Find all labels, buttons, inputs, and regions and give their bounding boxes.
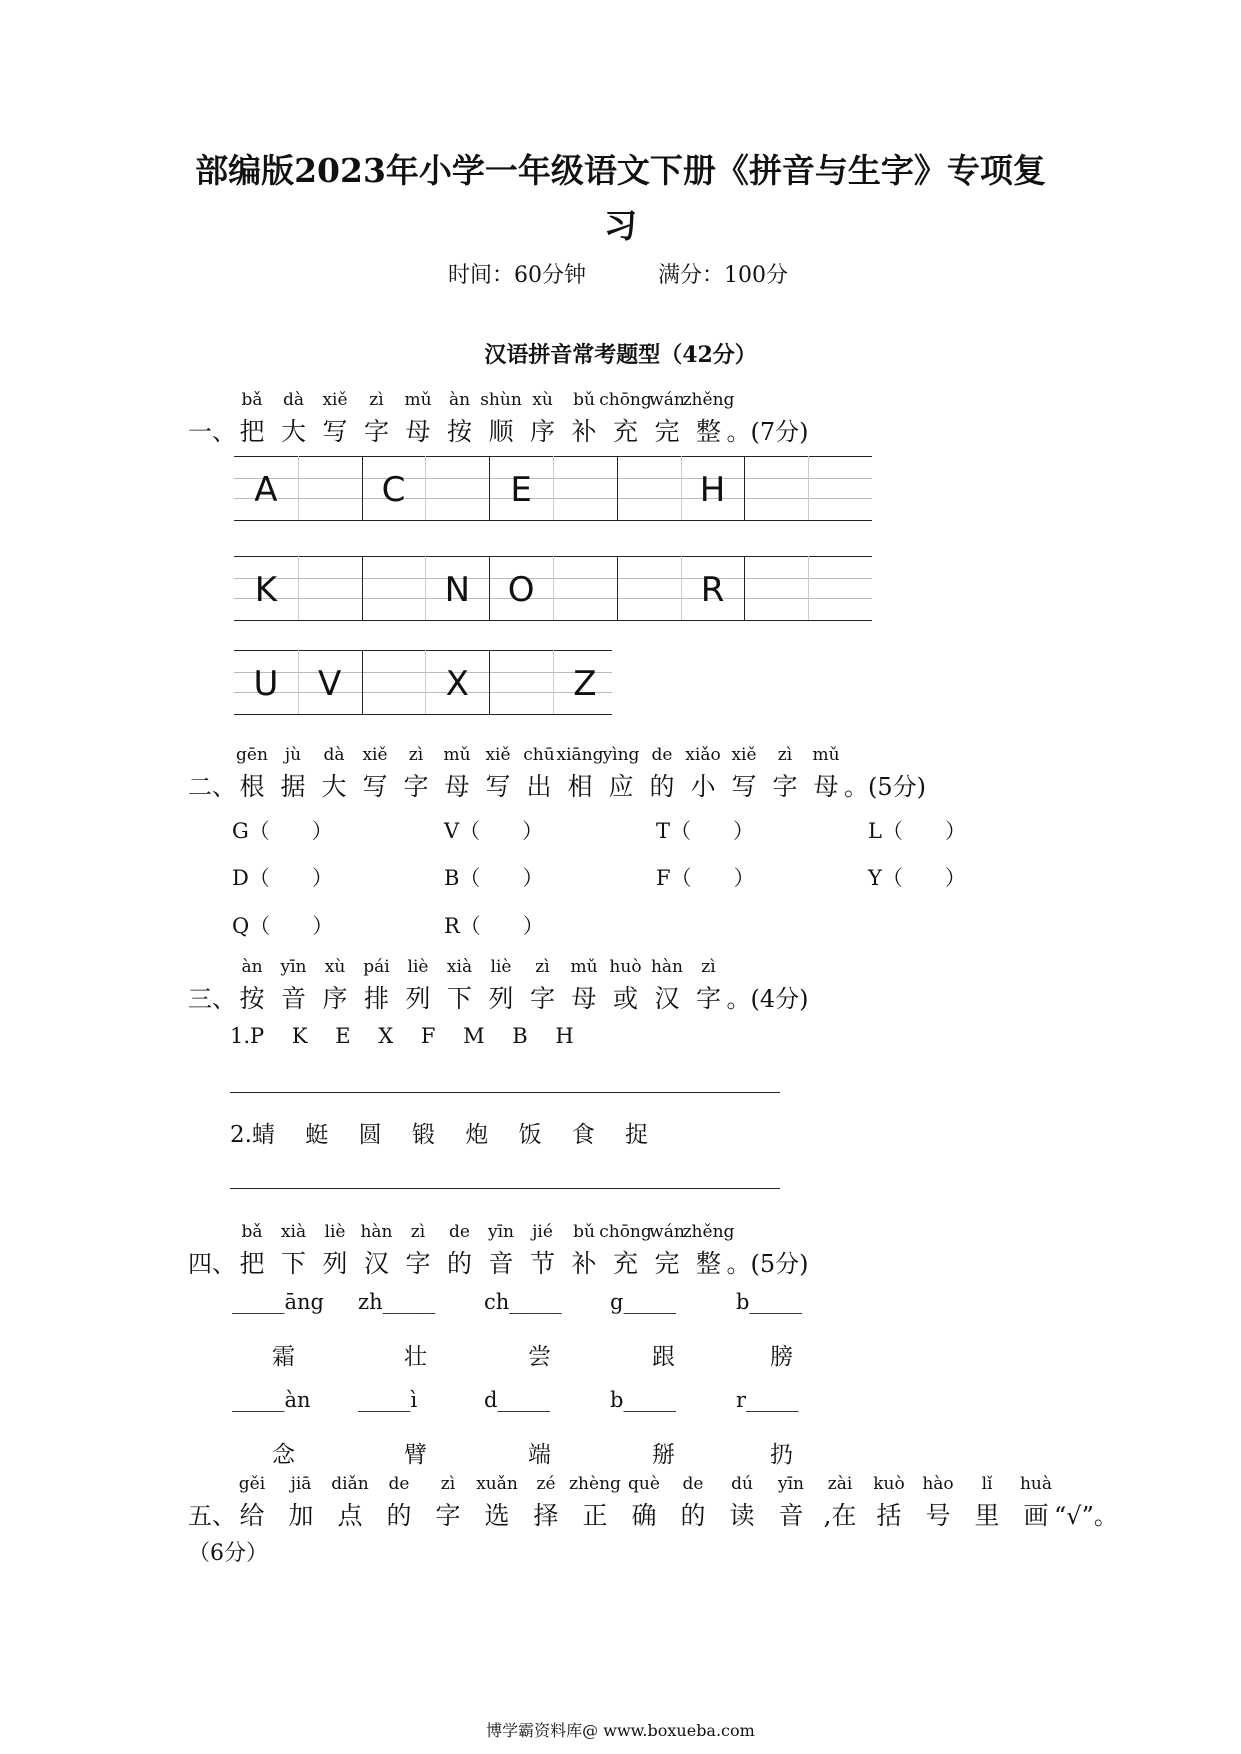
- pinyin-syllable: xiě: [362, 745, 388, 765]
- hanzi-char: 完: [654, 417, 680, 446]
- pinyin-syllable: liè: [407, 957, 429, 977]
- pinyin-syllable: xiě: [485, 745, 511, 765]
- syllable-blank[interactable]: ch_____: [484, 1290, 562, 1314]
- hanzi-char: 序: [529, 417, 556, 446]
- hanzi-char: 排: [363, 984, 390, 1013]
- grid-line: [234, 620, 872, 621]
- lowercase-answer-item[interactable]: V（ ）: [444, 819, 544, 843]
- doc-title-line1: 部编版2023年小学一年级语文下册《拼音与生字》专项复: [195, 151, 1046, 190]
- pinyin-syllable: zì: [701, 957, 716, 977]
- hanzi-char: 节: [529, 1249, 556, 1278]
- hanzi-char: 汉: [654, 984, 680, 1013]
- question-5-heading: [188, 1474, 1188, 1538]
- cell-divider: [362, 556, 363, 620]
- cell-subdivider: [553, 650, 554, 714]
- hanzi-char: 母: [813, 772, 839, 801]
- pinyin-syllable: xiě: [731, 745, 757, 765]
- cell-subdivider: [425, 650, 426, 714]
- pinyin-syllable: huà: [1019, 1474, 1053, 1494]
- cell-divider: [617, 456, 618, 520]
- pinyin-syllable: jiā: [290, 1474, 312, 1494]
- cell-divider: [744, 556, 745, 620]
- hanzi-char: 充: [612, 417, 639, 446]
- hanzi-char: 整: [695, 417, 722, 446]
- hanzi-char: 列: [322, 1249, 348, 1278]
- hanzi-char: 扔: [770, 1442, 793, 1468]
- q3-answer-line-1[interactable]: [230, 1092, 780, 1093]
- pinyin-syllable: shùn: [480, 390, 522, 410]
- hanzi-char: 掰: [652, 1442, 675, 1468]
- hanzi-char: 写: [362, 772, 388, 801]
- hanzi-char: 补: [571, 1249, 597, 1278]
- pinyin-syllable: hàn: [650, 957, 684, 977]
- q3-item-2: 2.蜻 蜓 圆 锻 炮 饭 食 捉: [230, 1122, 649, 1148]
- hanzi-char: 字: [403, 772, 429, 801]
- given-letter: K: [254, 570, 278, 610]
- question-2-heading: [188, 745, 1088, 809]
- hanzi-char: 加: [288, 1501, 314, 1530]
- pinyin-syllable: dà: [323, 745, 345, 765]
- pinyin-syllable: bǎ: [241, 1222, 263, 1242]
- pinyin-syllable: chōng: [599, 1222, 652, 1242]
- pinyin-syllable: zì: [369, 390, 384, 410]
- grid-line: [234, 692, 612, 693]
- hanzi-char: 字: [695, 984, 722, 1013]
- hanzi-char: 的: [680, 1501, 706, 1530]
- pinyin-syllable: xiě: [322, 390, 348, 410]
- hanzi-char: 把: [239, 417, 265, 446]
- cell-subdivider: [681, 556, 682, 620]
- pinyin-syllable: zé: [536, 1474, 556, 1494]
- given-letter: O: [507, 570, 535, 610]
- cell-divider: [489, 556, 490, 620]
- pinyin-syllable: zì: [777, 745, 793, 765]
- pinyin-syllable: liè: [324, 1222, 346, 1242]
- pinyin-syllable: dà: [282, 390, 305, 410]
- hanzi-char: 霜: [272, 1344, 295, 1370]
- pinyin-syllable: xià: [280, 1222, 307, 1242]
- cell-subdivider: [808, 556, 809, 620]
- pinyin-syllable: xuǎn: [476, 1474, 518, 1494]
- pinyin-syllable: àn: [448, 390, 471, 410]
- hanzi-char: 顺: [488, 417, 514, 446]
- hanzi-char: 汉: [363, 1249, 390, 1278]
- pinyin-syllable: mǔ: [443, 745, 471, 765]
- question-number: 三、: [188, 985, 236, 1013]
- question-points: 。(4分): [726, 985, 809, 1013]
- pinyin-syllable: jié: [532, 1222, 553, 1242]
- hanzi-char: 序: [322, 984, 348, 1013]
- hanzi-char: 下: [446, 984, 473, 1013]
- full-score: 满分：100分: [658, 263, 788, 288]
- hanzi-char: 端: [528, 1442, 551, 1468]
- hanzi-char: 括: [876, 1501, 902, 1530]
- pinyin-syllable: yīn: [778, 1474, 804, 1494]
- given-letter: E: [510, 470, 532, 510]
- hanzi-char: 的: [446, 1249, 473, 1278]
- pinyin-syllable: zài: [827, 1474, 853, 1494]
- cell-subdivider: [425, 556, 426, 620]
- pinyin-syllable: xiāng: [556, 745, 604, 765]
- lowercase-answer-item[interactable]: Y（ ）: [868, 866, 966, 890]
- pinyin-syllable: liè: [490, 957, 512, 977]
- hanzi-char: 的: [386, 1501, 412, 1530]
- q5-score: （6分）: [188, 1541, 268, 1566]
- hanzi-char: 念: [272, 1442, 295, 1468]
- hanzi-char: 确: [631, 1501, 657, 1530]
- question-points: “√”。: [1054, 1502, 1118, 1530]
- cell-subdivider: [808, 456, 809, 520]
- pinyin-syllable: hàn: [360, 1222, 393, 1242]
- pinyin-syllable: zhèng: [569, 1474, 621, 1494]
- question-points: 。(5分): [726, 1250, 809, 1278]
- pinyin-syllable: zì: [410, 1222, 426, 1242]
- time-limit: 时间：60分钟: [448, 263, 586, 288]
- hanzi-char: 读: [729, 1501, 755, 1530]
- letter-grid-row-2: [234, 556, 872, 620]
- pinyin-syllable: bǎ: [241, 390, 263, 410]
- lowercase-answer-item[interactable]: L（ ）: [868, 819, 966, 843]
- given-letter: C: [381, 470, 406, 510]
- pinyin-syllable: de: [651, 745, 673, 765]
- hanzi-char: 下: [280, 1249, 307, 1278]
- hanzi-char: 写: [485, 772, 511, 801]
- pinyin-syllable: zì: [440, 1474, 456, 1494]
- pinyin-syllable: mǔ: [812, 745, 840, 765]
- lowercase-answer-item[interactable]: F（ ）: [656, 866, 755, 890]
- lowercase-answer-item[interactable]: Q（ ）: [232, 914, 334, 938]
- hanzi-char: 膀: [770, 1344, 793, 1370]
- lowercase-answer-item[interactable]: T（ ）: [656, 819, 755, 843]
- hanzi-char: 择: [533, 1501, 559, 1530]
- hanzi-char: 补: [571, 417, 597, 446]
- hanzi-char: 号: [925, 1501, 951, 1530]
- syllable-blank[interactable]: r_____: [736, 1388, 799, 1412]
- pinyin-syllable: lǐ: [981, 1474, 993, 1494]
- hanzi-char: 列: [488, 984, 514, 1013]
- pinyin-syllable: xù: [324, 957, 346, 977]
- hanzi-char: 充: [612, 1249, 639, 1278]
- given-letter: V: [318, 664, 342, 704]
- given-letter: A: [254, 470, 278, 510]
- cell-subdivider: [553, 556, 554, 620]
- lowercase-answer-item[interactable]: D（ ）: [232, 866, 333, 890]
- lowercase-answer-item[interactable]: R（ ）: [444, 914, 544, 938]
- question-4-heading: [188, 1222, 1088, 1286]
- hanzi-char: 小: [690, 772, 716, 801]
- pinyin-syllable: yīn: [280, 957, 307, 977]
- hanzi-char: ,在: [823, 1501, 857, 1530]
- pinyin-syllable: de: [449, 1222, 470, 1242]
- pinyin-syllable: xià: [446, 957, 473, 977]
- syllable-blank[interactable]: b_____: [610, 1388, 676, 1412]
- hanzi-char: 字: [435, 1501, 461, 1530]
- footer-watermark: 博学霸资料库@ www.boxueba.com: [486, 1721, 755, 1740]
- pinyin-syllable: zì: [408, 745, 424, 765]
- hanzi-char: 母: [571, 984, 597, 1013]
- syllable-blank[interactable]: d_____: [484, 1388, 550, 1412]
- cell-subdivider: [298, 556, 299, 620]
- hanzi-char: 出: [526, 772, 552, 801]
- pinyin-syllable: bǔ: [573, 390, 595, 410]
- syllable-blank[interactable]: _____āng: [232, 1290, 324, 1314]
- given-letter: R: [700, 570, 725, 610]
- doc-title-line2: 习: [604, 206, 637, 245]
- hanzi-char: 根: [239, 772, 265, 801]
- hanzi-char: 给: [239, 1501, 265, 1530]
- hanzi-char: 选: [484, 1501, 510, 1530]
- given-letter: X: [445, 664, 469, 704]
- lowercase-answer-item[interactable]: B（ ）: [444, 866, 544, 890]
- hanzi-char: 或: [612, 984, 639, 1013]
- pinyin-syllable: zhěng: [682, 390, 735, 410]
- hanzi-char: 画: [1023, 1501, 1049, 1530]
- pinyin-syllable: yìng: [602, 745, 640, 765]
- hanzi-char: 音: [280, 984, 307, 1013]
- pinyin-syllable: wán: [649, 390, 685, 410]
- pinyin-syllable: dú: [731, 1474, 753, 1494]
- question-number: 四、: [188, 1250, 236, 1278]
- hanzi-char: 的: [649, 772, 675, 801]
- pinyin-syllable: mǔ: [570, 957, 598, 977]
- pinyin-syllable: kuò: [873, 1474, 905, 1494]
- grid-line: [234, 714, 612, 715]
- given-letter: U: [253, 664, 279, 704]
- hanzi-char: 里: [974, 1501, 1000, 1530]
- pinyin-syllable: zhěng: [682, 1222, 735, 1242]
- given-letter: Z: [573, 664, 597, 704]
- question-1-heading: [188, 390, 1088, 454]
- hanzi-char: 应: [608, 772, 634, 801]
- cell-subdivider: [425, 456, 426, 520]
- hanzi-char: 字: [529, 984, 556, 1013]
- hanzi-char: 列: [405, 984, 431, 1013]
- given-letter: N: [444, 570, 471, 610]
- cell-divider: [362, 456, 363, 520]
- pinyin-syllable: mǔ: [404, 390, 432, 410]
- hanzi-char: 臂: [404, 1442, 427, 1468]
- hanzi-char: 整: [695, 1249, 722, 1278]
- hanzi-char: 字: [405, 1249, 431, 1278]
- pinyin-syllable: bǔ: [573, 1222, 595, 1242]
- pinyin-syllable: chū: [523, 745, 555, 765]
- hanzi-char: 正: [582, 1501, 608, 1530]
- q3-answer-line-2[interactable]: [230, 1188, 780, 1189]
- hanzi-char: 字: [363, 417, 390, 446]
- cell-subdivider: [553, 456, 554, 520]
- hanzi-char: 写: [731, 772, 757, 801]
- hanzi-char: 壮: [404, 1344, 427, 1370]
- grid-line: [234, 520, 872, 521]
- pinyin-syllable: pái: [363, 957, 390, 977]
- hanzi-char: 字: [772, 772, 798, 801]
- pinyin-syllable: gěi: [238, 1474, 266, 1494]
- cell-subdivider: [298, 650, 299, 714]
- cell-divider: [617, 556, 618, 620]
- syllable-blank[interactable]: _____ì: [358, 1388, 418, 1412]
- pinyin-syllable: gēn: [236, 745, 268, 765]
- cell-subdivider: [298, 456, 299, 520]
- cell-divider: [489, 650, 490, 714]
- lowercase-answer-item[interactable]: G（ ）: [232, 819, 333, 843]
- letter-grid-row-3: [234, 650, 612, 714]
- hanzi-char: 相: [567, 772, 593, 801]
- hanzi-char: 母: [405, 417, 431, 446]
- hanzi-char: 点: [337, 1501, 363, 1530]
- syllable-blank[interactable]: _____àn: [232, 1388, 311, 1412]
- grid-line: [234, 650, 612, 651]
- pinyin-syllable: yīn: [488, 1222, 514, 1242]
- question-points: 。(7分): [726, 418, 809, 446]
- hanzi-char: 大: [280, 417, 307, 446]
- hanzi-char: 音: [488, 1249, 514, 1278]
- hanzi-char: 写: [322, 417, 348, 446]
- pinyin-syllable: xù: [532, 390, 553, 410]
- hanzi-char: 把: [239, 1249, 265, 1278]
- hanzi-char: 尝: [528, 1344, 551, 1370]
- letter-grid-row-1: [234, 456, 872, 520]
- pinyin-syllable: de: [388, 1474, 410, 1494]
- hanzi-char: 按: [239, 984, 265, 1013]
- pinyin-syllable: de: [682, 1474, 704, 1494]
- q3-item-1: 1.P K E X F M B H: [230, 1024, 574, 1048]
- question-3-heading: [188, 957, 1088, 1021]
- cell-divider: [362, 650, 363, 714]
- question-number: 一、: [188, 418, 236, 446]
- hanzi-char: 据: [280, 772, 306, 801]
- pinyin-syllable: chōng: [599, 390, 652, 410]
- cell-divider: [489, 456, 490, 520]
- pinyin-syllable: què: [628, 1474, 660, 1494]
- pinyin-syllable: wán: [649, 1222, 685, 1242]
- pinyin-syllable: hào: [922, 1474, 954, 1494]
- syllable-blank[interactable]: g_____: [610, 1290, 676, 1314]
- hanzi-char: 音: [778, 1501, 804, 1530]
- pinyin-syllable: jù: [284, 745, 302, 765]
- pinyin-syllable: diǎn: [331, 1474, 369, 1494]
- cell-divider: [744, 456, 745, 520]
- cell-subdivider: [681, 456, 682, 520]
- pinyin-syllable: zì: [535, 957, 550, 977]
- syllable-blank[interactable]: b_____: [736, 1290, 802, 1314]
- pinyin-syllable: huò: [609, 957, 642, 977]
- question-number: 五、: [188, 1502, 236, 1530]
- given-letter: H: [699, 470, 726, 510]
- hanzi-char: 按: [446, 417, 473, 446]
- question-number: 二、: [188, 773, 236, 801]
- pinyin-syllable: xiǎo: [685, 745, 721, 765]
- hanzi-char: 完: [654, 1249, 680, 1278]
- hanzi-char: 大: [321, 772, 347, 801]
- pinyin-syllable: àn: [241, 957, 263, 977]
- syllable-blank[interactable]: zh_____: [358, 1290, 436, 1314]
- grid-line: [234, 672, 612, 673]
- question-points: 。(5分): [844, 773, 926, 801]
- hanzi-char: 母: [444, 772, 470, 801]
- hanzi-char: 跟: [652, 1344, 675, 1370]
- section-heading: 汉语拼音常考题型（42分）: [484, 342, 757, 368]
